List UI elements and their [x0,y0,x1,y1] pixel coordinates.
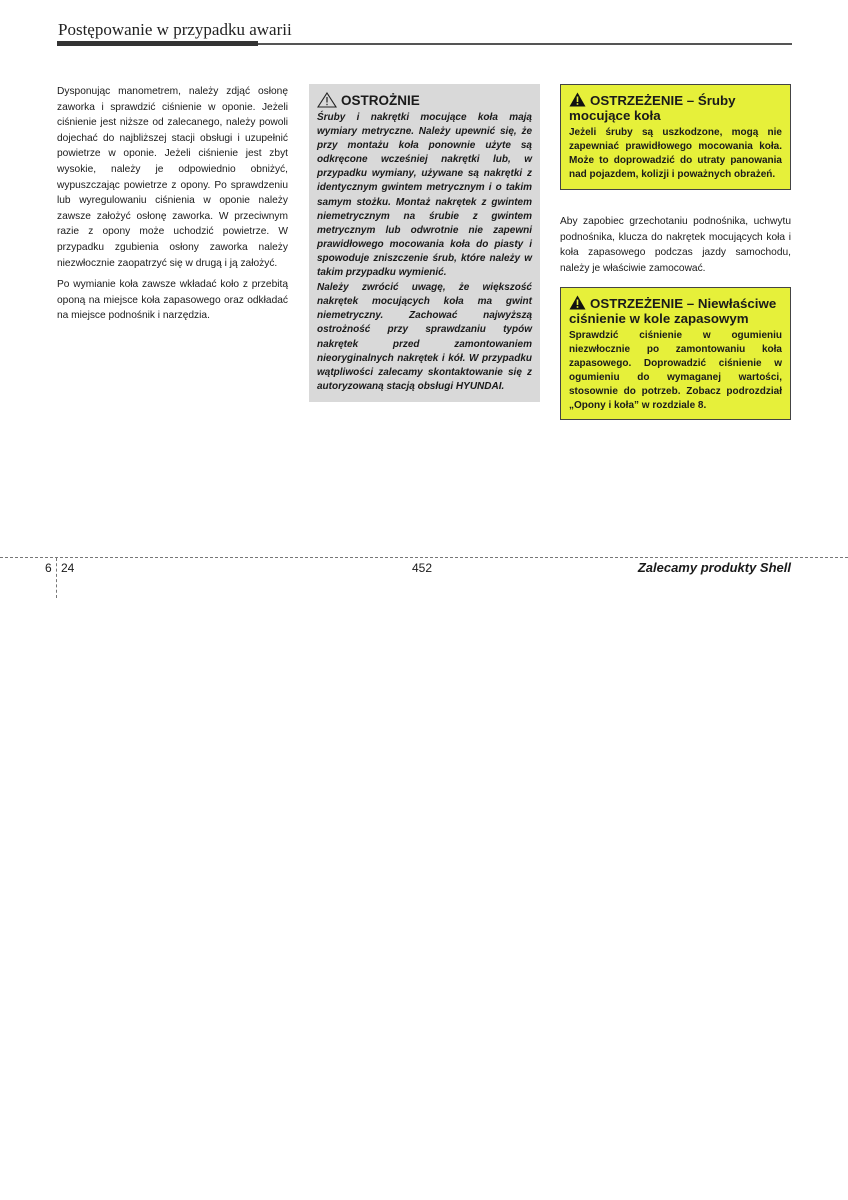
caution-body [317,111,532,394]
left-column [57,84,288,330]
document-page-number: 452 [412,561,433,575]
warning-heading [569,92,782,123]
warning-text: Jeżeli śruby są uszkodzone, mogą nie zapewniać prawidłowego mocowania koła. Może to doprowadzić do utraty panowania nad pojazdem, kolizji i poważnych obrażeń. [569,127,782,180]
caution-paragraph: Śruby i nakrętki mocujące koła mają wymiary metryczne. Należy upewnić się, że przy montażu koła ponownie użyte są odkręcone wcześniej nakrętki lub, w przypadku wymiany, używane są nakrętki z identycznym gwintem metrycznym i o takim samym stożku. Montaż nakrętek z gwintem niemetrycznym na śrubie z gwintem metrycznym lub odwrotnie nie zapewni prawidłowego mocowania koła do piasty i spowoduje zniszczenie śrub, które należy w takim przypadku wymienić. [317,112,532,279]
section-title: Postępowanie w przypadku awarii [58,20,292,39]
chapter-number: 6 [45,561,52,575]
footer-promo-text: Zalecamy produkty Shell [637,560,791,575]
warning-box-wheel-bolts [560,84,791,190]
warning-title: OSTRZEŻENIE – Niewłaściwe ciśnienie w kole zapasowym [569,296,777,326]
body-paragraph: Dysponując manometrem, należy zdjąć osłonę zaworka i sprawdzić ciśnienie w oponie. Jeżeli ciśnienie jest niższe od zalecanego, należy powoli dojechać do najbliższej stacji obsługi i uzupełnić powietrze w oponie. Jeżeli ciśnienie jest zbyt wysokie, należy je odpowiednio obniżyć, wypuszczając powietrze z opony. Po sprawdzeniu lub wyregulowaniu ciśnienia w oponie należy zawsze założyć osłonę zaworka. W przeciwnym razie z opony może uchodzić powietrze. W przypadku zgubienia osłony zaworka należy niezwłocznie zaopatrzyć się w drugą i ją założyć. [57,86,288,269]
warning-title: OSTRZEŻENIE – Śruby mocujące koła [569,93,736,123]
caution-box [309,84,540,402]
warning-triangle-icon [569,295,586,310]
caution-heading [317,92,532,108]
warning-text: Sprawdzić ciśnienie w ogumieniu niezwłocznie po zamontowaniu koła zapasowego. Doprowadzić ciśnienie w ogumieniu do wymaganej wartości, stosownie do potrzeb. Zobacz podrozdział „Opony i koła” w rozdziale 8. [569,330,782,411]
footer-vertical-divider [56,558,57,598]
caution-paragraph: Należy zwrócić uwagę, że większość nakrętek mocujących koła ma gwint niemetryczny. Zachować najwyższą ostrożność przy sprawdzaniu typów nakrętek przed zamontowaniem nieoryginalnych nakrętek i kół. W przypadku wątpliwości zalecamy skontaktowanie się z autoryzowaną stacją obsługi HYUNDAI. [317,282,532,392]
header-rule-accent [57,41,258,46]
warning-triangle-icon [569,92,586,107]
caution-title: OSTROŻNIE [341,92,420,108]
body-paragraph: Aby zapobiec grzechotaniu podnośnika, uchwytu podnośnika, klucza do nakrętek mocujących koła i koła zapasowego podczas jazdy samochodu, należy je właściwie zamocować. [560,216,791,274]
page-number: 24 [61,561,75,575]
warning-heading [569,295,782,326]
body-paragraph: Po wymianie koła zawsze wkładać koło z przebitą oponą na miejsce koła zapasowego oraz odkładać na miejsce podnośnik i narzędzia. [57,279,288,322]
caution-triangle-icon [317,92,337,108]
footer-divider [0,557,848,558]
warning-box-spare-pressure [560,287,791,420]
